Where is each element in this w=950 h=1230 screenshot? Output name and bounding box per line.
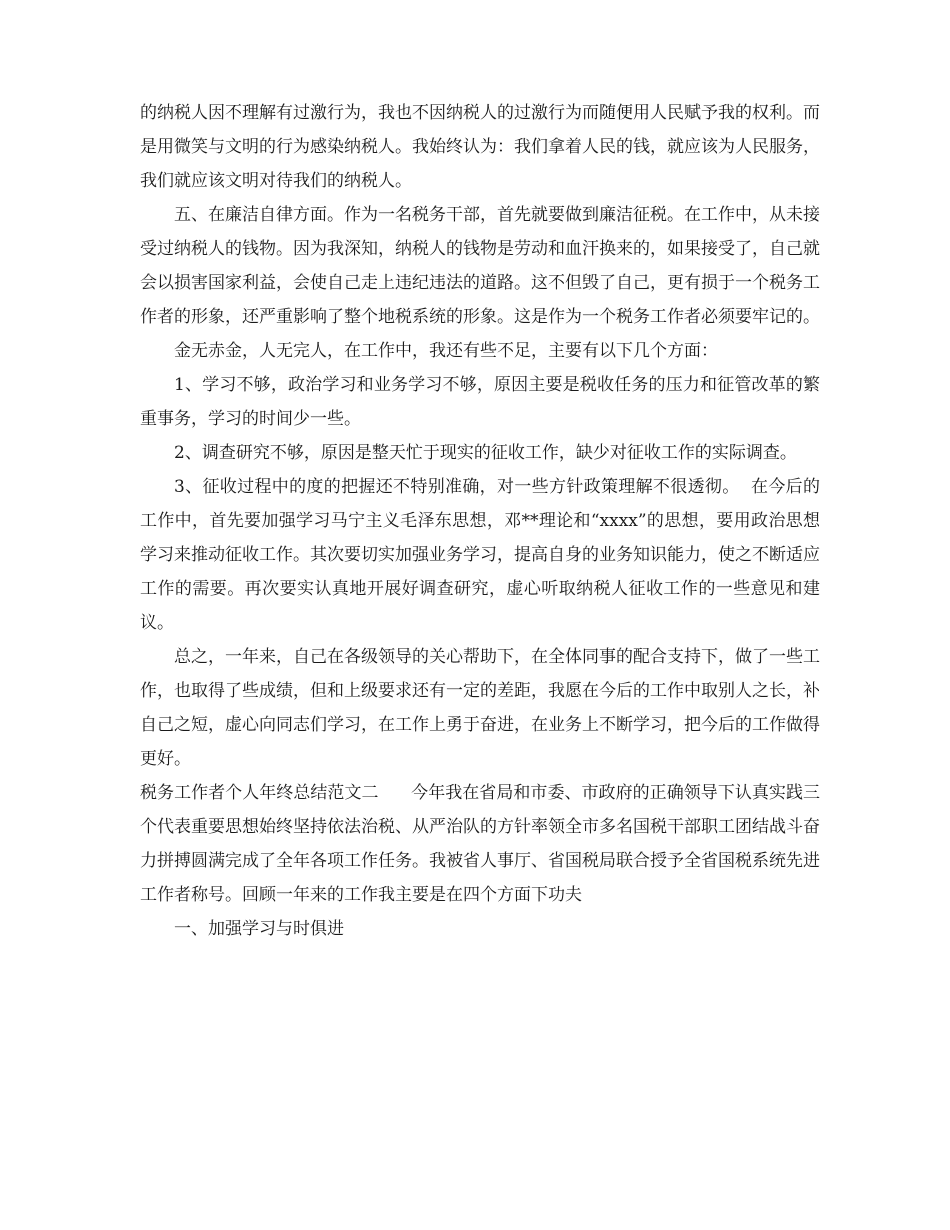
document-page bbox=[140, 96, 820, 946]
paragraph-shortcoming-2: 2、调查研究不够，原因是整天忙于现实的征收工作，缺少对征收工作的实际调查。 bbox=[174, 443, 797, 463]
section-heading-one: 一、加强学习与时俱进 bbox=[174, 919, 344, 939]
paragraph-shortcoming-1: 1、学习不够，政治学习和业务学习不够，原因主要是税收任务的压力和征管改革的繁重事务，学习的时间少一些。 bbox=[140, 375, 820, 429]
paragraph-shortcomings-intro: 金无赤金，人无完人，在工作中，我还有些不足，主要有以下几个方面： bbox=[174, 341, 718, 361]
paragraph-continuation: 的纳税人因不理解有过激行为，我也不因纳税人的过激行为而随便用人民赋予我的权利。而是用微笑与文明的行为感染纳税人。我始终认为：我们拿着人民的钱，就应该为人民服务，我们就应该文明对待我们的纳税人。 bbox=[140, 103, 820, 191]
paragraph-sample-two: 税务工作者个人年终总结范文二 今年我在省局和市委、市政府的正确领导下认真实践三个代表重要思想始终坚持依法治税、从严治队的方针率领全市多名国税干部职工团结战斗奋力拼搏圆满完成了全年各项工作任务。我被省人事厅、省国税局联合授予全省国税系统先进工作者称号。回顾一年来的工作我主要是在四个方面下功夫 bbox=[140, 783, 820, 905]
paragraph-shortcoming-3: 3、征收过程中的度的把握还不特别准确，对一些方针政策理解不很透彻。 在今后的工作中，首先要加强学习马宁主义毛泽东思想，邓**理论和“xxxx”的思想，要用政治思想学习来推动征收工作。其次要切实加强业务学习，提高自身的业务知识能力，使之不断适应工作的需要。再次要实认真地开展好调查研究，虚心听取纳税人征收工作的一些意见和建议。 bbox=[140, 477, 820, 633]
paragraph-section-five: 五、在廉洁自律方面。作为一名税务干部，首先就要做到廉洁征税。在工作中，从未接受过纳税人的钱物。因为我深知，纳税人的钱物是劳动和血汗换来的，如果接受了，自己就会以损害国家利益，会使自己走上违纪违法的道路。这不但毁了自己，更有损于一个税务工作者的形象，还严重影响了整个地税系统的形象。这是作为一个税务工作者必须要牢记的。 bbox=[140, 205, 820, 327]
paragraph-summary: 总之，一年来，自己在各级领导的关心帮助下，在全体同事的配合支持下，做了一些工作，也取得了些成绩，但和上级要求还有一定的差距，我愿在今后的工作中取别人之长，补自己之短，虚心向同志们学习，在工作上勇于奋进，在业务上不断学习，把今后的工作做得更好。 bbox=[140, 647, 820, 769]
